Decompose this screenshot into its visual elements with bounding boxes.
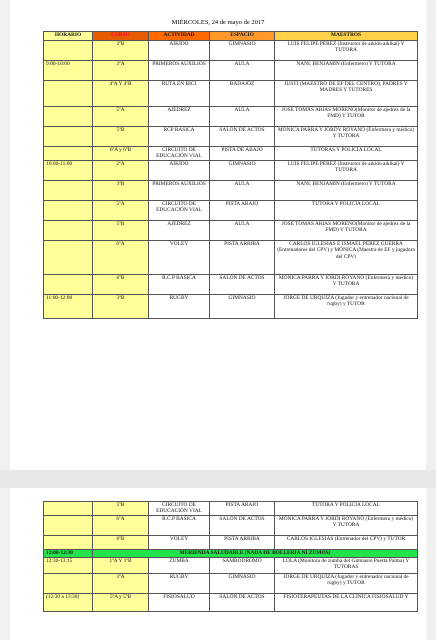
cell-maestros: NANI, BENJAMIN (Enfermero) Y TUTORA — [275, 61, 418, 81]
cell-maestros: LUIS FELIPE PÉREZ (Instructor de aikido aikikai) Y TUTORA — [275, 161, 418, 181]
cell-curso: 5ºB — [93, 127, 149, 147]
table-row — [44, 574, 418, 594]
cell-horario — [44, 502, 93, 516]
table-row — [44, 502, 418, 516]
cell-curso: 2ºA — [93, 161, 149, 181]
cell-horario — [44, 147, 93, 161]
cell-espacio: SALÓN DE ACTOS — [210, 594, 275, 612]
cell-curso: 5ºB — [93, 502, 149, 516]
table-row — [44, 61, 418, 81]
cell-actividad: PRIMEROS AUXILIOS — [149, 61, 210, 81]
cell-espacio: AULA — [210, 181, 275, 201]
table-header-row — [44, 32, 418, 41]
table-row — [44, 241, 418, 275]
document-title: MIÉRCOLES, 24 de mayo de 2017 — [171, 19, 265, 26]
cell-curso: 2ºB — [93, 41, 149, 61]
cell-actividad: CIRCUITO DE EDUCACIÓN VIAL — [149, 502, 210, 516]
cell-curso: 3ºA — [93, 574, 149, 594]
cell-espacio: GIMNASIO — [210, 41, 275, 61]
table-row — [44, 558, 418, 574]
cell-maestros: CARLOS IGLESIAS E ISMAEL PÉREZ GUERRA (Entrenadores del CPV) y MÓNICA (Maestra de EF y jugadora del CPV) — [275, 241, 418, 275]
cell-espacio: SALÓN DE ACTOS — [210, 127, 275, 147]
cell-horario — [44, 201, 93, 221]
cell-horario — [44, 107, 93, 127]
cell-actividad: AJEDREZ — [149, 221, 210, 241]
cell-maestros: JORGE DE URQUIZA (Jugador y entrenador nacional de rugby) y TUTOR — [275, 295, 418, 319]
cell-actividad: RUGBY — [149, 574, 210, 594]
header-espacio: ESPACIO — [210, 32, 275, 41]
cell-horario — [44, 275, 93, 295]
cell-actividad: RUGBY — [149, 295, 210, 319]
cell-curso: 5ºA y 5ºB — [93, 594, 149, 612]
cell-horario — [44, 221, 93, 241]
cell-maestros: MÓNICA PARRA Y JORDI ROYANO (Enfermera y médico) Y TUTORA — [275, 275, 418, 295]
cell-horario — [44, 536, 93, 550]
cell-espacio: GIMNASIO — [210, 161, 275, 181]
cell-maestros: MÓNICA PARRA Y JORDI ROYANO (Enfermera y médico) Y TUTORA — [275, 516, 418, 536]
cell-horario — [44, 241, 93, 275]
cell-curso: 1ºA Y 1ºB — [93, 558, 149, 574]
table-row — [44, 275, 418, 295]
cell-maestros: MÓNICA PARRA Y JORDY ROYANO (Enfermera y médico) Y TUTORA — [275, 127, 418, 147]
cell-horario — [44, 81, 93, 107]
cell-maestros: TUTORAS Y POLICÍA LOCAL — [275, 147, 418, 161]
cell-espacio: AULA — [210, 221, 275, 241]
cell-horario — [44, 574, 93, 594]
cell-espacio: BADAJOZ — [210, 81, 275, 107]
cell-espacio: PISTA ABAJO — [210, 201, 275, 221]
table-row — [44, 221, 418, 241]
cell-curso: 6ºB — [93, 275, 149, 295]
table-row — [44, 147, 418, 161]
cell-horario: (12:30 a 13:30) — [44, 594, 93, 612]
cell-maestros: CARLOS IGLESIAS (Entrenador del CPV) y TUTOR — [275, 536, 418, 550]
schedule-table-page-1 — [43, 31, 418, 319]
cell-actividad: AJEDREZ — [149, 107, 210, 127]
cell-espacio: AULA — [210, 61, 275, 81]
cell-espacio: PISTA ARRIBA — [210, 536, 275, 550]
cell-actividad: FISIOSALUD — [149, 594, 210, 612]
table-row — [44, 181, 418, 201]
cell-actividad: R.C.P BÁSICA — [149, 275, 210, 295]
cell-horario: 11:00-12:00 — [44, 295, 93, 319]
cell-actividad: AIKIDO — [149, 41, 210, 61]
table-row — [44, 536, 418, 550]
cell-actividad: CIRCUITO DE EDUCACIÓN VIAL — [149, 147, 210, 161]
cell-espacio: GIMNASIO — [210, 574, 275, 594]
cell-curso: 3ºB — [93, 181, 149, 201]
cell-actividad: RUTA EN BICI — [149, 81, 210, 107]
table-row — [44, 516, 418, 536]
cell-actividad: RCP BÁSICA — [149, 127, 210, 147]
cell-horario — [44, 516, 93, 536]
cell-maestros: NANI, BENJAMIN (Enfermero) Y TUTORA — [275, 181, 418, 201]
cell-horario: 10:00-11:00 — [44, 161, 93, 181]
cell-curso: 3ºA — [93, 61, 149, 81]
cell-maestros: LUIS FELIPE PÉREZ (Instructor de aikido aikikai) Y TUTORA — [275, 41, 418, 61]
cell-horario: 12:00-12:30 — [44, 550, 93, 558]
cell-horario — [44, 127, 93, 147]
cell-espacio: SALÓN DE ACTOS — [210, 275, 275, 295]
header-horario: HORARIO — [44, 32, 93, 41]
cell-horario: 12:30-13:15 — [44, 558, 93, 574]
cell-actividad: VOLEY — [149, 536, 210, 550]
cell-curso: 3ºB — [93, 295, 149, 319]
cell-curso: 5ºB — [93, 221, 149, 241]
header-actividad: ACTIVIDAD — [149, 32, 210, 41]
table-row — [44, 594, 418, 612]
cell-espacio: GIMNASIO — [210, 295, 275, 319]
merienda-text: MERIENDA SALUDABLE (NADA DE BOLLERÍA NI ZUMOS) — [93, 550, 418, 558]
cell-curso: 6ºB — [93, 536, 149, 550]
cell-curso: 6ºA — [93, 241, 149, 275]
cell-espacio: SAMBODROMO — [210, 558, 275, 574]
cell-actividad: AIKIDO — [149, 161, 210, 181]
cell-maestros: LOLA (Monitora de zumba del Gimnasio Puerta Palma) Y TUTORAS — [275, 558, 418, 574]
cell-actividad: PRIMEROS AUXILIOS — [149, 181, 210, 201]
cell-horario — [44, 181, 93, 201]
cell-maestros: JORGE DE URQUIZA (Jugador y entrenador nacional de rugby) y TUTOR — [275, 574, 418, 594]
cell-espacio: PISTA ARRIBA — [210, 241, 275, 275]
cell-espacio: PISTA DE ABAJO — [210, 147, 275, 161]
cell-espacio: SALÓN DE ACTOS — [210, 516, 275, 536]
cell-horario — [44, 41, 93, 61]
merienda-row — [44, 550, 418, 558]
cell-maestros: TUTORA Y POLICÍA LOCAL — [275, 201, 418, 221]
cell-actividad: R.C.P BÁSICA — [149, 516, 210, 536]
schedule-table-page-2 — [43, 501, 418, 612]
page-gap — [0, 470, 436, 488]
cell-curso: 6ºA — [93, 516, 149, 536]
cell-horario: 9:00-10:00 — [44, 61, 93, 81]
cell-maestros: FISIOTERAPEUTAS DE LA CLÍNICA FISIOSALUD Y — [275, 594, 418, 612]
header-curso: CURSO — [93, 32, 149, 41]
header-maestros: MAESTROS — [275, 32, 418, 41]
table-row — [44, 41, 418, 61]
table-row — [44, 107, 418, 127]
table-row — [44, 81, 418, 107]
cell-maestros: JUSTI (MAESTRO DE EF DEL CENTRO), PADRES Y MADRES Y TUTORES — [275, 81, 418, 107]
cell-maestros: JOSÉ TOMÁS ARIAS MORENO(Monitor de ajedrez de la FMD) Y TUTOR — [275, 107, 418, 127]
cell-curso: 5ºA — [93, 201, 149, 221]
table-row — [44, 201, 418, 221]
cell-maestros: TUTORA Y POLICÍA LOCAL — [275, 502, 418, 516]
cell-espacio: AULA — [210, 107, 275, 127]
cell-curso: 6ºA y 6ºB — [93, 147, 149, 161]
cell-actividad: VOLEY — [149, 241, 210, 275]
cell-actividad: ZUMBA — [149, 558, 210, 574]
cell-curso: 4ºA Y 4ºB — [93, 81, 149, 107]
table-row — [44, 127, 418, 147]
cell-actividad: CIRCUITO DE EDUCACIÓN VIAL — [149, 201, 210, 221]
table-row — [44, 161, 418, 181]
cell-maestros: JOSÉ TOMÁS ARIAS MORENO(Monitor de ajedrez de la FMD) Y TUTORA — [275, 221, 418, 241]
document-page-1 — [10, 0, 426, 470]
cell-curso: 5ºA — [93, 107, 149, 127]
document-page-2 — [10, 488, 426, 640]
table-row — [44, 295, 418, 319]
cell-espacio: PISTA ABAJO — [210, 502, 275, 516]
